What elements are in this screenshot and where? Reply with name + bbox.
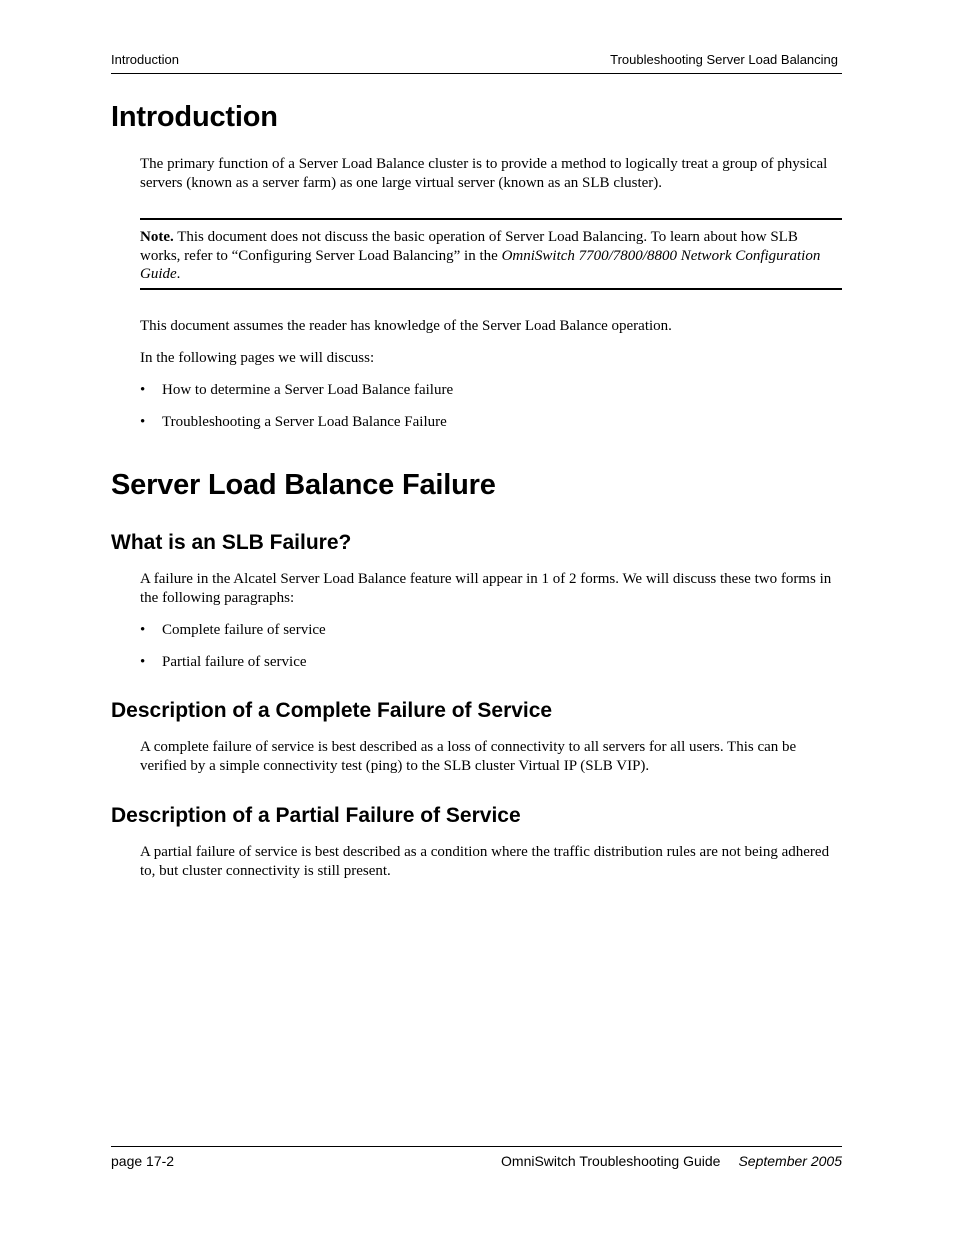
complete-paragraph: A complete failure of service is best described as a loss of connectivity to all servers for all users. This can be verified by a simple connectivity test (ping) to the SLB cluster Virtual IP (SLB VIP).	[140, 739, 797, 774]
running-header	[111, 51, 842, 74]
list-item-text: Troubleshooting a Server Load Balance Failure	[162, 414, 447, 430]
page-number: page 17-2	[111, 1153, 175, 1169]
note-text	[140, 228, 830, 284]
note-label: Note.	[140, 229, 174, 245]
header-chapter-title: Troubleshooting Server Load Balancing	[610, 52, 838, 67]
discuss-paragraph: In the following pages we will discuss:	[140, 350, 375, 366]
note-box	[140, 218, 842, 290]
what-heading: What is an SLB Failure?	[111, 531, 352, 554]
note-body: This document does not discuss the basic operation of Server Load Balancing. To learn about how SLB works, refer to “Configuring Server Load Balancing” in the	[140, 229, 798, 264]
partial-paragraph: A partial failure of service is best described as a condition where the traffic distribution rules are not being adhered to, but cluster connectivity is still present.	[140, 844, 830, 879]
bullet-icon: •	[140, 622, 146, 638]
failure-heading: Server Load Balance Failure	[111, 469, 496, 501]
partial-heading: Description of a Partial Failure of Service	[111, 804, 521, 827]
intro-heading: Introduction	[111, 101, 278, 133]
list-item-text: How to determine a Server Load Balance failure	[162, 382, 454, 398]
what-paragraph: A failure in the Alcatel Server Load Balance feature will appear in 1 of 2 forms. We will discuss these two forms in the following paragraphs:	[140, 571, 832, 606]
list-item-text: Complete failure of service	[162, 622, 326, 638]
note-end: .	[176, 266, 181, 282]
list-item	[140, 413, 447, 431]
intro-paragraph: The primary function of a Server Load Balance cluster is to provide a method to logically treat a group of physical servers (known as a server farm) as one large virtual server (known as an SLB cluster).	[140, 156, 828, 191]
list-item	[140, 621, 326, 639]
assumption-paragraph: This document assumes the reader has knowledge of the Server Load Balance operation.	[140, 318, 672, 334]
bullet-icon: •	[140, 382, 146, 398]
list-item	[140, 653, 307, 671]
footer-guide-info	[501, 1153, 842, 1169]
guide-title: OmniSwitch Troubleshooting Guide	[501, 1153, 721, 1169]
running-footer	[111, 1146, 842, 1171]
note-book-title: OmniSwitch 7700/7800/8800 Network Configuration Guide	[140, 247, 821, 282]
header-section-name: Introduction	[111, 52, 179, 67]
bullet-icon: •	[140, 414, 146, 430]
complete-heading: Description of a Complete Failure of Service	[111, 699, 553, 722]
list-item	[140, 381, 453, 399]
list-item-text: Partial failure of service	[162, 654, 307, 670]
publication-date: September 2005	[738, 1153, 842, 1169]
bullet-icon: •	[140, 654, 146, 670]
